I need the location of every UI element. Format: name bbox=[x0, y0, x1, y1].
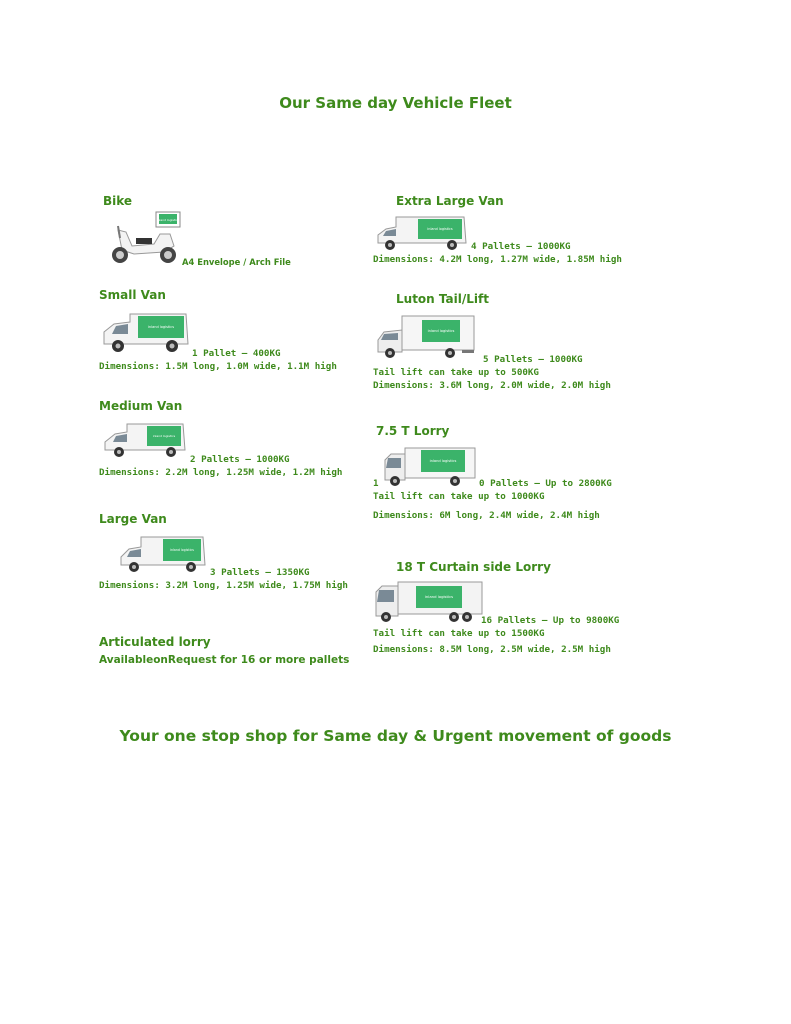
artic-note: AvailableonRequest for 16 or more pallets bbox=[99, 654, 350, 666]
artic-heading: Articulated lorry bbox=[99, 635, 211, 649]
lorry75-heading: 7.5 T Lorry bbox=[376, 424, 450, 438]
lorry75-brand-text: inland logistics bbox=[429, 459, 457, 463]
luton-capacity: 5 Pallets – 1000KG bbox=[483, 354, 583, 365]
xl-van-brand-text: inland logistics bbox=[427, 227, 453, 231]
xl-van-image bbox=[376, 215, 468, 251]
medium-van-image bbox=[103, 420, 187, 458]
small-van-heading: Small Van bbox=[99, 288, 166, 302]
large-van-heading: Large Van bbox=[99, 512, 167, 526]
luton-image bbox=[376, 314, 476, 360]
bike-heading: Bike bbox=[103, 194, 133, 208]
xl-van-heading: Extra Large Van bbox=[396, 194, 504, 208]
luton-dimensions: Dimensions: 3.6M long, 2.0M wide, 2.0M high bbox=[373, 380, 611, 391]
page-title: Our Same day Vehicle Fleet bbox=[279, 94, 512, 112]
large-van-capacity: 3 Pallets – 1350KG bbox=[210, 567, 310, 578]
luton-brand-text: inland logistics bbox=[427, 329, 455, 333]
small-van-image bbox=[100, 308, 192, 354]
lorry75-capacity: 0 Pallets – Up to 2800KG bbox=[479, 478, 612, 489]
bike-brand-text: inland logistics bbox=[156, 218, 180, 222]
lorry75-capacity-prefix: 1 bbox=[373, 478, 379, 489]
bike-capacity: A4 Envelope / Arch File bbox=[182, 257, 291, 267]
lorry18-capacity: 16 Pallets – Up to 9800KG bbox=[481, 615, 620, 626]
luton-heading: Luton Tail/Lift bbox=[396, 292, 489, 306]
lorry18-brand-text: inland logistics bbox=[424, 594, 454, 599]
small-van-brand-text: inland logistics bbox=[147, 325, 175, 329]
lorry18-image bbox=[374, 580, 484, 624]
bike-image bbox=[104, 210, 184, 266]
medium-van-heading: Medium Van bbox=[99, 399, 183, 413]
luton-tail-lift: Tail lift can take up to 500KG bbox=[373, 367, 539, 378]
large-van-brand-text: inland logistics bbox=[170, 548, 194, 552]
footer-tagline: Your one stop shop for Same day & Urgent movement of goods bbox=[119, 727, 672, 745]
lorry75-image bbox=[383, 446, 477, 488]
medium-van-brand-text: inland logistics bbox=[152, 434, 176, 438]
large-van-dimensions: Dimensions: 3.2M long, 1.25M wide, 1.75M high bbox=[99, 580, 348, 591]
large-van-image bbox=[119, 535, 207, 573]
medium-van-dimensions: Dimensions: 2.2M long, 1.25M wide, 1.2M high bbox=[99, 467, 343, 478]
lorry18-tail-lift: Tail lift can take up to 1500KG bbox=[373, 628, 545, 639]
lorry75-tail-lift: Tail lift can take up to 1000KG bbox=[373, 491, 545, 502]
medium-van-capacity: 2 Pallets – 1000KG bbox=[190, 454, 290, 465]
lorry18-heading: 18 T Curtain side Lorry bbox=[396, 560, 551, 574]
small-van-capacity: 1 Pallet – 400KG bbox=[192, 348, 281, 359]
small-van-dimensions: Dimensions: 1.5M long, 1.0M wide, 1.1M high bbox=[99, 361, 337, 372]
lorry75-dimensions: Dimensions: 6M long, 2.4M wide, 2.4M high bbox=[373, 510, 600, 521]
xl-van-capacity: 4 Pallets – 1000KG bbox=[471, 241, 571, 252]
xl-van-dimensions: Dimensions: 4.2M long, 1.27M wide, 1.85M high bbox=[373, 254, 622, 265]
lorry18-dimensions: Dimensions: 8.5M long, 2.5M wide, 2.5M high bbox=[373, 644, 611, 655]
